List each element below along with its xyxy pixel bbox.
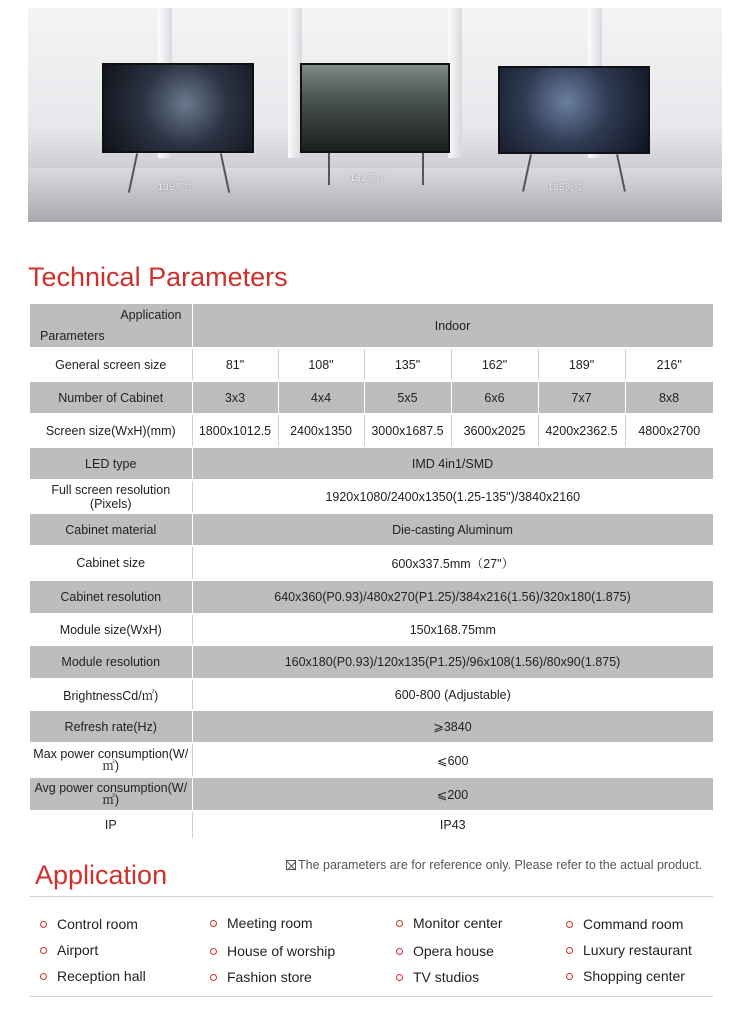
table-row: [30, 710, 713, 743]
application-item: Airport: [40, 942, 98, 958]
circle-bullet-icon: [566, 973, 573, 980]
application-divider-bottom: [30, 996, 713, 997]
row-value: ⩾3840: [192, 710, 713, 743]
application-item: Meeting room: [210, 915, 313, 931]
row-value: Die-casting Aluminum: [192, 513, 713, 546]
row-value: 135": [364, 348, 451, 381]
row-value: 150x168.75mm: [192, 614, 713, 645]
led-screen-center: [300, 63, 450, 153]
application-item: Luxury restaurant: [566, 942, 692, 958]
row-value: 1800x1012.5: [192, 414, 278, 447]
row-value: 4200x2362.5: [538, 414, 625, 447]
row-value: 160x180(P0.93)/120x135(P1.25)/96x108(1.56)/80x90(1.875): [192, 645, 713, 679]
table-row: [30, 546, 713, 580]
application-item: Command room: [566, 916, 683, 932]
circle-bullet-icon: [210, 974, 217, 981]
row-value: IP43: [192, 811, 713, 839]
hero-size-label-right: 135英寸: [548, 182, 584, 192]
row-value: 189": [538, 348, 625, 381]
row-param: LED type: [30, 447, 192, 480]
row-param: BrightnessCd/㎡): [30, 679, 192, 710]
circle-bullet-icon: [396, 920, 403, 927]
application-item: TV studios: [396, 969, 479, 985]
row-value: 108": [278, 348, 364, 381]
application-item: Monitor center: [396, 915, 502, 931]
application-item: Fashion store: [210, 969, 312, 985]
spec-table: [30, 304, 714, 840]
table-row: [30, 513, 713, 546]
circle-bullet-icon: [566, 921, 573, 928]
row-value: 640x360(P0.93)/480x270(P1.25)/384x216(1.56)/320x180(1.875): [192, 580, 713, 614]
row-value: 4x4: [278, 381, 364, 414]
row-value: 216": [625, 348, 713, 381]
row-value: 3000x1687.5: [364, 414, 451, 447]
table-row: [30, 777, 713, 811]
row-param: Cabinet resolution: [30, 580, 192, 614]
table-row: [30, 580, 713, 614]
circle-bullet-icon: [210, 948, 217, 955]
table-row: [30, 414, 713, 447]
table-row: [30, 679, 713, 710]
note-text: The parameters are for reference only. Please refer to the actual product.: [298, 858, 703, 872]
circle-bullet-icon: [40, 947, 47, 954]
row-param: Cabinet size: [30, 546, 192, 580]
row-param: Refresh rate(Hz): [30, 710, 192, 743]
row-param: Module size(WxH): [30, 614, 192, 645]
hero-product-image: [28, 8, 722, 222]
row-param: Screen size(WxH)(mm): [30, 414, 192, 447]
row-value: IMD 4in1/SMD: [192, 447, 713, 480]
row-param: Full screen resolution (Pixels): [30, 480, 192, 513]
row-value: 81": [192, 348, 278, 381]
row-value: 4800x2700: [625, 414, 713, 447]
row-value: 600-800 (Adjustable): [192, 679, 713, 710]
table-row: [30, 381, 713, 414]
row-param: IP: [30, 811, 192, 839]
circle-bullet-icon: [566, 947, 573, 954]
row-value: 600x337.5mm（27"）: [192, 546, 713, 580]
application-item: Reception hall: [40, 968, 146, 984]
row-value: 162": [451, 348, 538, 381]
row-value: 5x5: [364, 381, 451, 414]
row-value: 6x6: [451, 381, 538, 414]
header-corner-cell: [30, 304, 192, 348]
circle-bullet-icon: [396, 974, 403, 981]
row-param: Number of Cabinet: [30, 381, 192, 414]
row-param: Avg power consumption(W/㎡): [30, 777, 192, 811]
table-row: [30, 645, 713, 679]
header-application-label: Application: [120, 308, 182, 322]
application-item: Control room: [40, 916, 138, 932]
application-item: Shopping center: [566, 968, 685, 984]
table-row: [30, 480, 713, 513]
application-title: Application: [35, 860, 168, 890]
row-value: 3600x2025: [451, 414, 538, 447]
circle-bullet-icon: [396, 948, 403, 955]
table-header-row: [30, 304, 713, 348]
row-param: Max power consumption(W/㎡): [30, 743, 192, 777]
header-application-value: Indoor: [192, 304, 713, 348]
application-item: Opera house: [396, 943, 494, 959]
row-value: 1920x1080/2400x1350(1.25-135")/3840x2160: [192, 480, 713, 513]
application-item: House of worship: [210, 943, 335, 959]
hero-size-label-left: 135英寸: [158, 182, 194, 192]
note-box-icon: [286, 860, 296, 870]
header-parameters-label: Parameters: [40, 329, 105, 343]
table-row: [30, 811, 713, 839]
circle-bullet-icon: [40, 973, 47, 980]
row-value: 3x3: [192, 381, 278, 414]
table-row: [30, 348, 713, 381]
row-param: General screen size: [30, 348, 192, 381]
application-divider-top: [30, 896, 713, 897]
led-screen-left: [102, 63, 254, 153]
table-row: [30, 743, 713, 777]
row-value: 2400x1350: [278, 414, 364, 447]
circle-bullet-icon: [210, 920, 217, 927]
table-row: [30, 447, 713, 480]
row-value: ⩽200: [192, 777, 713, 811]
reference-note: [286, 858, 702, 872]
row-value: 8x8: [625, 381, 713, 414]
hero-size-label-center: 162英寸: [350, 173, 386, 183]
row-param: Module resolution: [30, 645, 192, 679]
row-param: Cabinet material: [30, 513, 192, 546]
table-row: [30, 614, 713, 645]
technical-parameters-title: Technical Parameters: [28, 262, 288, 292]
row-value: ⩽600: [192, 743, 713, 777]
row-value: 7x7: [538, 381, 625, 414]
led-screen-right: [498, 66, 650, 154]
circle-bullet-icon: [40, 921, 47, 928]
